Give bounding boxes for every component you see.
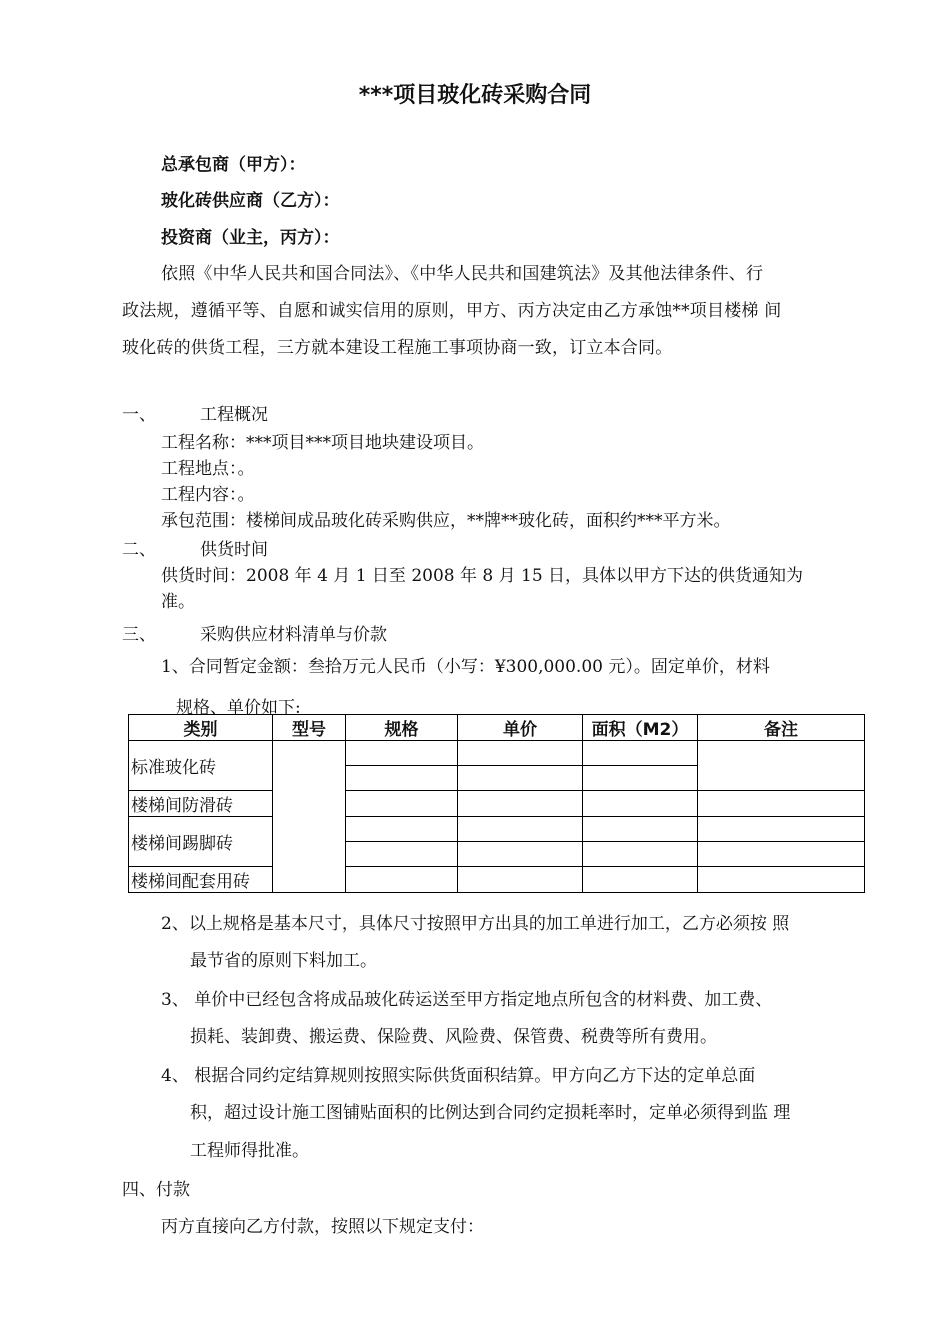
header-unit-price: 单价: [458, 715, 583, 741]
header-model: 型号: [273, 715, 346, 741]
table-cell: [458, 741, 583, 766]
party-supplier: 玻化砖供应商（乙方）：: [161, 191, 340, 211]
party-general-contractor: 总承包商（甲方）：: [161, 155, 306, 175]
section4-line-1: 丙方直接向乙方付款，按照以下规定支付：: [161, 1217, 484, 1237]
section2-line-2: 准。: [161, 592, 195, 612]
header-remarks: 备注: [698, 715, 865, 741]
category-cell: 楼梯间防滑砖: [129, 791, 273, 817]
table-cell: [346, 817, 458, 842]
table-row: [129, 741, 865, 766]
table-cell: [346, 791, 458, 817]
section3-item1-line-2: 规格、单价如下:: [176, 698, 301, 718]
remarks-cell: [698, 741, 865, 791]
table-cell: [346, 867, 458, 893]
table-cell: [583, 817, 698, 842]
materials-table: [128, 714, 865, 893]
section1-line-2: 工程地点：。: [161, 459, 255, 479]
table-row: [129, 791, 865, 817]
section1-title: 工程概况: [200, 405, 268, 425]
model-cell: [273, 741, 346, 893]
section3-item3-line-1: 3、 单价中已经包含将成品玻化砖运送至甲方指定地点所包含的材料费、加工费、: [161, 990, 773, 1010]
header-area: 面积（M2）: [583, 715, 698, 741]
table-cell: [583, 842, 698, 867]
section3-number: 三、: [122, 625, 156, 645]
remarks-cell: [698, 867, 865, 893]
table-cell: [458, 791, 583, 817]
section3-item4-line-2: 积，超过设计施工图铺贴面积的比例达到合同约定损耗率时，定单必须得到监 理: [190, 1103, 791, 1123]
section4-title: 四、付款: [122, 1180, 190, 1200]
table-header-row: [129, 715, 865, 741]
table-cell: [583, 766, 698, 791]
table-cell: [458, 817, 583, 842]
section1-line-1: 工程名称：***项目***项目地块建设项目。: [161, 433, 484, 453]
table-cell: [583, 867, 698, 893]
table-cell: [458, 766, 583, 791]
category-cell: 楼梯间踢脚砖: [129, 817, 273, 867]
table-cell: [583, 791, 698, 817]
table-row: [129, 867, 865, 893]
table-row: [129, 817, 865, 842]
header-spec: 规格: [346, 715, 458, 741]
section2-number: 二、: [122, 540, 156, 560]
section3-item2-line-1: 2、以上规格是基本尺寸，具体尺寸按照甲方出具的加工单进行加工，乙方必须按 照: [161, 914, 790, 934]
section1-number: 一、: [122, 405, 156, 425]
table-cell: [583, 741, 698, 766]
category-cell: 楼梯间配套用砖: [129, 867, 273, 893]
table-cell: [458, 867, 583, 893]
table-cell: [346, 842, 458, 867]
section1-line-4: 承包范围：楼梯间成品玻化砖采购供应，**牌**玻化砖，面积约***平方米。: [161, 511, 731, 531]
section2-line-1: 供货时间：2008 年 4 月 1 日至 2008 年 8 月 15 日，具体以甲方下达的供货通知为: [161, 566, 804, 586]
remarks-cell: [698, 817, 865, 842]
remarks-cell: [698, 791, 865, 817]
section3-item3-line-2: 损耗、装卸费、搬运费、保险费、风险费、保管费、税费等所有费用。: [190, 1027, 717, 1047]
header-category: 类别: [129, 715, 273, 741]
section3-item2-line-2: 最节省的原则下料加工。: [190, 951, 377, 971]
table-cell: [346, 741, 458, 766]
section3-item4-line-3: 工程师得批准。: [190, 1141, 309, 1161]
table-cell: [458, 842, 583, 867]
remarks-cell: [698, 842, 865, 867]
document-title: ***项目玻化砖采购合同: [358, 83, 592, 108]
intro-line-1: 依照《中华人民共和国合同法》、《中华人民共和国建筑法》及其他法律条件、行: [161, 264, 764, 284]
intro-line-3: 玻化砖的供货工程，三方就本建设工程施工事项协商一致，订立本合同。: [122, 338, 673, 358]
table-cell: [346, 766, 458, 791]
party-investor: 投资商（业主，丙方）：: [161, 228, 340, 248]
section3-title: 采购供应材料清单与价款: [200, 625, 387, 645]
section3-item1-line-1: 1、合同暂定金额：叁拾万元人民币（小写：¥300,000.00 元）。固定单价，材料: [161, 657, 770, 677]
category-cell: 标准玻化砖: [129, 741, 273, 791]
section3-item4-line-1: 4、 根据合同约定结算规则按照实际供货面积结算。甲方向乙方下达的定单总面: [161, 1066, 756, 1086]
section1-line-3: 工程内容：。: [161, 485, 255, 505]
intro-line-2: 政法规，遵循平等、自愿和诚实信用的原则，甲方、丙方决定由乙方承蚀**项目楼梯 间: [122, 301, 782, 321]
section2-title: 供货时间: [200, 540, 268, 560]
